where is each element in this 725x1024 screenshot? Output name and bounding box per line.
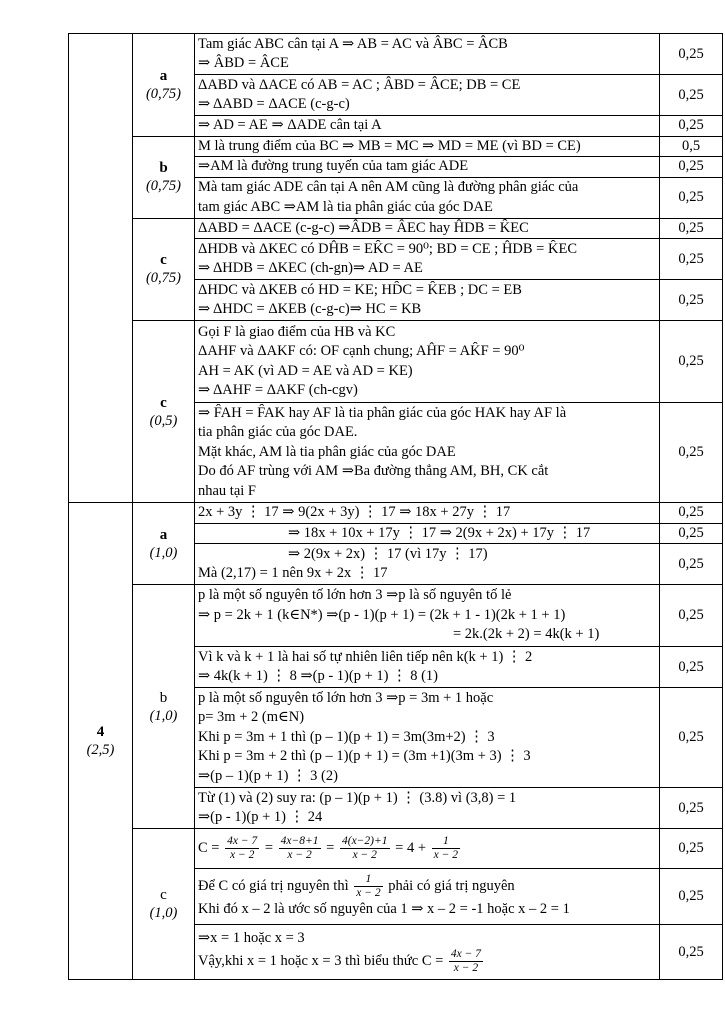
answer-line: Do đó AF trùng với AM ⇒Ba đường thẳng AM, BH, CK cắt [198,463,549,480]
answer-line: ⇒ ΔHDB = ΔKEC (ch-gn)⇒ AD = AE [198,260,423,276]
fraction-denominator: x − 2 [356,887,381,900]
answer-line: ⇒ 2(9x + 2x) ⋮ 17 (vì 17y ⋮ 17) [288,545,488,562]
answer-cell [195,34,660,75]
fraction-denominator: x − 2 [453,962,479,975]
answer-cell [195,218,660,239]
answer-line: ΔHDC và ΔKEB có HD = KE; HD̂C = K̂EB ; DC = EB [198,281,522,298]
q3-part-b [133,136,195,218]
fraction-numerator: 4x−8+1 [280,835,319,847]
part-label: b [159,689,168,706]
score-cell: 0,25 [660,218,723,239]
answer-cell [195,116,660,137]
formula-line: C = $\frac{4x - 7}{x - 2}$ = $\frac{4x-8+1}{x - 2}$ = $\frac{4(x-2)+1}{x - 2}$ = 4 + $\frac{1}{x - 2}$ [198,835,459,861]
answer-cell [195,157,660,178]
question-number: 4 [96,724,105,740]
score-cell: 0,25 [660,585,723,647]
answer-line: Mà tam giác ADE cân tại A nên AM cũng là đường phân giác của [198,179,579,195]
fraction-denominator: x − 2 [352,849,377,861]
answer-cell [195,544,660,585]
part-label: c [160,252,167,269]
answer-cell [195,75,660,116]
answer-line: 2x + 3y ⋮ 17 ⇒ 9(2x + 3y) ⋮ 17 ⇒ 18x + 27y ⋮ 17 [198,504,511,520]
answer-line: ⇒ p = 2k + 1 (k∈N*) ⇒(p - 1)(p + 1) = (2k + 1 - 1)(2k + 1 + 1) [198,606,566,623]
answer-line: Khi p = 3m + 2 thì (p – 1)(p + 1) = (3m +1)(3m + 3) ⋮ 3 [198,748,531,765]
answer-line: Khi đó x – 2 là ước số nguyên của 1 ⇒ x – 2 = -1 hoặc x – 2 = 1 [198,901,570,918]
answer-cell [195,403,660,503]
answer-cell [195,177,660,218]
part-label: a [159,67,168,84]
answer-line: Từ (1) và (2) suy ra: (p – 1)(p + 1) ⋮ (3.8) vì (3,8) = 1 [198,789,517,806]
answer-line: Mà (2,17) = 1 nên 9x + 2x ⋮ 17 [198,565,388,581]
formula-plus: = 4 + [395,839,427,856]
part-points: (0,75) [145,85,182,102]
answer-line: = 2k.(2k + 2) = 4k(k + 1) [453,626,600,643]
answer-line: Gọi F là giao điểm của HB và KC [198,323,396,340]
answer-line: ΔABD = ΔACE (c-g-c) ⇒ÂDB = ÂEC hay ĤDB = K̂EC [198,219,529,236]
answer-line: tia phân giác của góc DAE. [198,424,358,441]
answer-line: ⇒ ΔHDC = ΔKEB (c-g-c)⇒ HC = KB [198,301,422,317]
q3-part-c2 [133,321,195,503]
score-cell: 0,25 [660,116,723,137]
answer-line: ⇒ ΔAHF = ΔAKF (ch-cgv) [198,382,358,398]
score-cell: 0,25 [660,869,723,925]
q3-part-a [133,34,195,137]
answer-line: Khi p = 3m + 1 thì (p – 1)(p + 1) = 3m(3m+2) ⋮ 3 [198,728,495,745]
fraction [279,835,321,862]
answer-line: ⇒(p - 1)(p + 1) ⋮ 24 [198,809,323,825]
q3-number-cell [69,34,133,503]
answer-cell [195,688,660,788]
part-label: b [159,160,168,176]
answer-line [198,873,656,900]
answer-line: ⇒x = 1 hoặc x = 3 [198,929,305,946]
question-total-points: (2,5) [86,742,115,758]
answer-line: ⇒ 18x + 10x + 17y ⋮ 17 ⇒ 2(9x + 2x) + 17y ⋮ 17 [288,524,591,541]
score-cell: 0,25 [660,403,723,503]
answer-key-table [68,33,708,976]
q4-part-a [133,503,195,585]
answer-line: AH = AK (vì AD = AE và AD = KE) [198,362,413,379]
answer-cell [195,788,660,829]
part-points: (1,0) [149,905,178,921]
score-cell: 0,25 [660,523,723,544]
answer-cell [195,829,660,869]
part-label: c [160,887,167,903]
grading-table [68,33,723,980]
answer-line: Tam giác ABC cân tại A ⇒ AB = AC và ÂBC = ÂCB [198,35,508,52]
answer-line: ⇒ F̂AH = F̂AK hay AF là tia phân giác của góc HAK hay AF là [198,404,567,421]
fraction-numerator: 4x − 7 [227,835,258,847]
score-cell: 0,25 [660,788,723,829]
answer-line: nhau tại F [198,482,256,499]
score-cell: 0,25 [660,829,723,869]
score-cell: 0,25 [660,157,723,178]
fraction [354,873,382,900]
answer-line: ΔHDB và ΔKEC có DĤB = EK̂C = 90⁰; BD = CE ; ĤDB = K̂EC [198,240,577,257]
answer-line: ΔABD và ΔACE có AB = AC ; ÂBD = ÂCE; DB = CE [198,76,521,93]
answer-cell [195,280,660,321]
fraction-numerator: 1 [432,835,460,849]
answer-line: p là một số nguyên tố lớn hơn 3 ⇒p là số nguyên tố lẻ [198,587,512,604]
answer-line: ⇒ 4k(k + 1) ⋮ 8 ⇒(p - 1)(p + 1) ⋮ 8 (1) [198,668,438,684]
answer-line: ⇒ ÂBD = ÂCE [198,55,289,71]
answer-cell [195,585,660,647]
part-label: a [159,526,168,543]
answer-line: Vì k và k + 1 là hai số tự nhiên liên tiếp nên k(k + 1) ⋮ 2 [198,648,533,665]
answer-cell [195,239,660,280]
fraction [432,835,460,862]
part-points: (0,75) [145,178,182,194]
score-cell: 0,25 [660,75,723,116]
answer-cell [195,925,660,980]
q4-part-b [133,585,195,829]
q4-part-c [133,829,195,980]
part-points: (0,5) [149,412,178,429]
score-cell: 0,25 [660,177,723,218]
score-cell: 0,25 [660,688,723,788]
fraction-numerator: 1 [354,873,382,887]
part-points: (0,75) [145,270,182,287]
answer-line: M là trung điểm của BC ⇒ MB = MC ⇒ MD = ME (vì BD = CE) [198,137,581,154]
answer-cell [195,136,660,157]
answer-line: ⇒ ΔABD = ΔACE (c-g-c) [198,96,350,112]
score-cell: 0,25 [660,544,723,585]
answer-line: ⇒(p – 1)(p + 1) ⋮ 3 (2) [198,767,338,784]
fraction-numerator: 4x − 7 [450,948,482,961]
fraction [340,835,390,862]
answer-cell [195,523,660,544]
score-cell: 0,25 [660,647,723,688]
answer-line [198,948,656,975]
answer-text: phải có giá trị nguyên [388,878,515,895]
fraction-denominator: x − 2 [287,849,312,861]
answer-text: Vậy,khi x = 1 hoặc x = 3 thì biểu thức C = [198,953,444,970]
score-cell: 0,25 [660,503,723,524]
answer-cell [195,647,660,688]
q4-number-cell [69,503,133,980]
answer-text: Để C có giá trị nguyên thì [198,878,349,895]
answer-line: ⇒AM là đường trung tuyến của tam giác ADE [198,158,469,174]
fraction-denominator: x − 2 [229,849,255,861]
answer-line: Mặt khác, AM là tia phân giác của góc DAE [198,443,456,460]
part-points: (1,0) [149,707,178,724]
score-cell: 0,25 [660,34,723,75]
score-cell: 0,25 [660,925,723,980]
formula-prefix: C = [198,839,220,856]
part-label: c [160,394,167,411]
answer-line: tam giác ABC ⇒AM là tia phân giác của góc DAE [198,198,493,215]
score-cell: 0,25 [660,239,723,280]
answer-cell [195,503,660,524]
part-points: (1,0) [149,544,178,561]
fraction [225,835,259,862]
score-cell: 0,5 [660,136,723,157]
answer-line: ⇒ AD = AE ⇒ ΔADE cân tại A [198,117,382,133]
answer-cell [195,869,660,925]
score-cell: 0,25 [660,321,723,403]
answer-cell [195,321,660,403]
answer-line: p là một số nguyên tố lớn hơn 3 ⇒p = 3m + 1 hoặc [198,689,494,706]
answer-line: p= 3m + 2 (m∈N) [198,709,305,726]
fraction-denominator: x − 2 [433,849,459,861]
q3-part-c [133,218,195,321]
score-cell: 0,25 [660,280,723,321]
answer-line: ΔAHF và ΔAKF có: OF cạnh chung; AĤF = AK̂F = 90⁰ [198,343,525,359]
fraction [449,948,483,975]
fraction-numerator: 4(x−2)+1 [341,835,388,847]
